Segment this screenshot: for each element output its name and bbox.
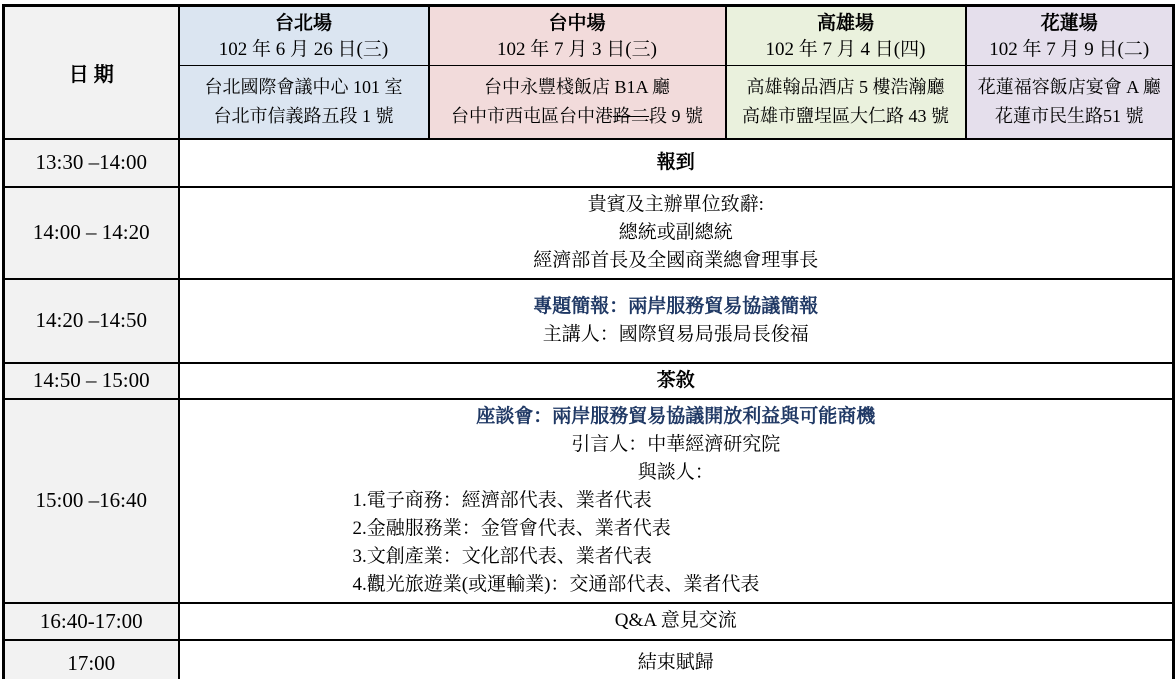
agenda-content bbox=[179, 139, 1174, 187]
agenda-content bbox=[179, 603, 1174, 640]
venue-taichung bbox=[429, 66, 726, 139]
session-header-taichung bbox=[429, 6, 726, 66]
session-name: 台中場 bbox=[548, 13, 606, 34]
agenda-line: 4.觀光旅遊業(或運輸業)：交通部代表、業者代表 bbox=[352, 573, 760, 595]
venue-address: 高雄市鹽埕區大仁路 43 號 bbox=[742, 105, 949, 126]
agenda-row bbox=[4, 139, 1174, 187]
address-pre: 台中市西屯區台中港 bbox=[451, 105, 613, 126]
time-cell: 14:50 – 15:00 bbox=[4, 363, 179, 399]
agenda-line: 與談人： bbox=[637, 461, 714, 483]
agenda-row bbox=[4, 399, 1174, 603]
time-cell: 14:00 – 14:20 bbox=[4, 187, 179, 279]
venue-taipei bbox=[179, 66, 429, 139]
agenda-line: 經濟部首長及全國商業總會理事長 bbox=[533, 249, 819, 271]
session-name: 花蓮場 bbox=[1040, 13, 1098, 34]
agenda-row bbox=[4, 363, 1174, 399]
session-name: 高雄場 bbox=[816, 13, 874, 34]
venue-name: 花蓮福容飯店宴會 A 廳 bbox=[977, 76, 1161, 97]
event-schedule-table bbox=[2, 4, 1175, 679]
venue-name: 台北國際會議中心 101 室 bbox=[204, 76, 403, 97]
venue-kaohsiung bbox=[726, 66, 966, 139]
agenda-content bbox=[179, 279, 1174, 363]
venue-name: 台中永豐棧飯店 B1A 廳 bbox=[483, 76, 670, 97]
agenda-line: 茶敘 bbox=[656, 369, 695, 391]
agenda-content bbox=[179, 363, 1174, 399]
session-date: 102 年 7 月 3 日(三) bbox=[497, 39, 657, 60]
agenda-line: Q&A 意見交流 bbox=[614, 610, 737, 631]
venue-hualien bbox=[966, 66, 1174, 139]
session-header-row bbox=[4, 6, 1174, 66]
venue-address: 台北市信義路五段 1 號 bbox=[213, 105, 394, 126]
venue-row bbox=[4, 66, 1174, 139]
agenda-line: 1.電子商務：經濟部代表、業者代表 bbox=[352, 489, 652, 511]
session-date: 102 年 7 月 4 日(四) bbox=[765, 39, 926, 60]
time-cell: 16:40-17:00 bbox=[4, 603, 179, 640]
agenda-content bbox=[179, 399, 1174, 603]
agenda-line: 專題簡報：兩岸服務貿易協議簡報 bbox=[533, 295, 819, 317]
address-post: 段 9 號 bbox=[649, 105, 703, 126]
venue-address: 花蓮市民生路51 號 bbox=[995, 105, 1144, 126]
agenda-line: 總統或副總統 bbox=[618, 221, 733, 243]
agenda-row bbox=[4, 279, 1174, 363]
time-cell: 17:00 bbox=[4, 640, 179, 679]
session-header-kaohsiung bbox=[726, 6, 966, 66]
agenda-content bbox=[179, 187, 1174, 279]
agenda-line: 主講人：國際貿易局張局長俊福 bbox=[542, 323, 809, 345]
session-header-taipei bbox=[179, 6, 429, 66]
agenda-row bbox=[4, 640, 1174, 679]
time-cell: 15:00 –16:40 bbox=[4, 399, 179, 603]
struck-text: 路二 bbox=[613, 105, 649, 126]
agenda-content bbox=[179, 640, 1174, 679]
agenda-line: 報到 bbox=[656, 151, 695, 173]
agenda-line: 2.金融服務業：金管會代表、業者代表 bbox=[352, 517, 671, 539]
agenda-line: 座談會：兩岸服務貿易協議開放利益與可能商機 bbox=[476, 405, 876, 427]
agenda-row bbox=[4, 187, 1174, 279]
agenda-line: 結束賦歸 bbox=[637, 652, 714, 674]
agenda-line: 貴賓及主辦單位致辭: bbox=[587, 193, 764, 215]
session-name: 台北場 bbox=[274, 13, 332, 34]
session-header-hualien bbox=[966, 6, 1174, 66]
agenda-line: 3.文創產業：文化部代表、業者代表 bbox=[352, 545, 652, 567]
venue-name: 高雄翰品酒店 5 樓浩瀚廳 bbox=[746, 76, 945, 97]
agenda-row bbox=[4, 603, 1174, 640]
session-date: 102 年 7 月 9 日(二) bbox=[989, 39, 1150, 60]
venue-address bbox=[432, 102, 723, 131]
time-cell: 13:30 –14:00 bbox=[4, 139, 179, 187]
date-column-header: 日 期 bbox=[4, 6, 179, 139]
session-date: 102 年 6 月 26 日(三) bbox=[218, 39, 389, 60]
time-cell: 14:20 –14:50 bbox=[4, 279, 179, 363]
agenda-line: 引言人：中華經濟研究院 bbox=[571, 433, 781, 455]
